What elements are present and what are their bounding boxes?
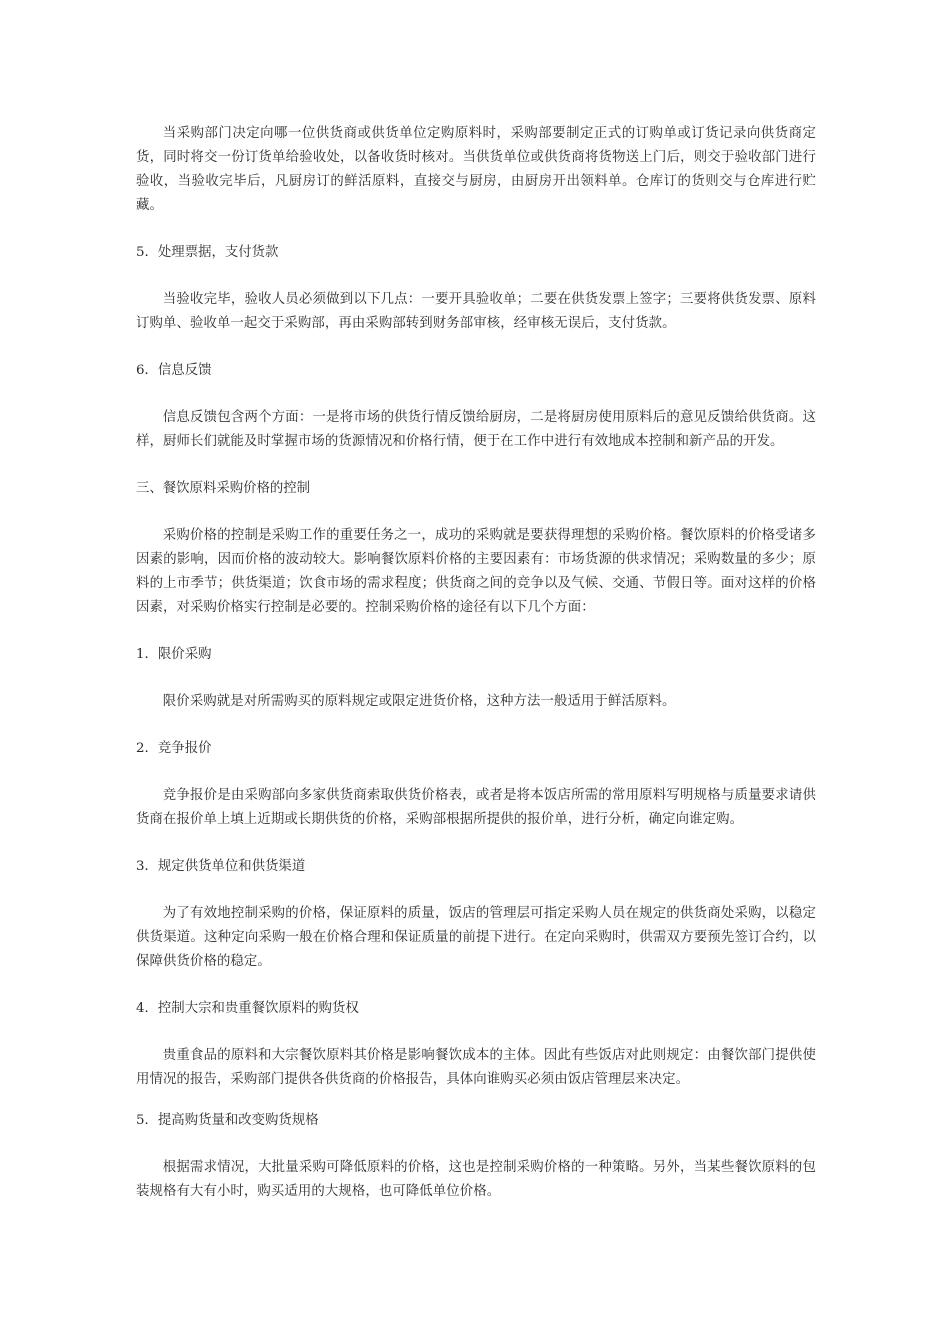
heading-limit-price: 1．限价采购 bbox=[136, 647, 212, 662]
heading-purchase-authority: 4．控制大宗和贵重餐饮原料的购货权 bbox=[136, 1001, 359, 1016]
paragraph-feedback: 信息反馈包含两个方面：一是将市场的供货行情反馈给厨房，二是将厨房使用原料后的意见反馈给供货商。这样，厨师长们就能及时掌握市场的货源情况和价格行情，便于在工作中进行有效地成本控制和新产品的开发。 bbox=[136, 410, 816, 449]
paragraph-competitive-quote: 竞争报价是由采购部向多家供货商索取供货价格表，或者是将本饭店所需的常用原料写明规格与质量要求请供货商在报价单上填上近期或长期供货的价格，采购部根据所提供的报价单，进行分析，确定向谁定购。 bbox=[136, 788, 816, 827]
heading-competitive-quote: 2．竞争报价 bbox=[136, 741, 212, 756]
paragraph-designated-supplier: 为了有效地控制采购的价格，保证原料的质量，饭店的管理层可指定采购人员在规定的供货商处采购，以稳定供货渠道。这种定向采购一般在价格合理和保证质量的前提下进行。在定向采购时，供需双方要预先签订合约，以保障供货价格的稳定。 bbox=[136, 906, 816, 969]
heading-designated-supplier: 3．规定供货单位和供货渠道 bbox=[136, 859, 306, 874]
heading-invoice-payment: 5．处理票据，支付货款 bbox=[136, 245, 279, 260]
document-body bbox=[136, 122, 816, 1227]
paragraph-volume-spec: 根据需求情况，大批量采购可降低原料的价格，这也是控制采购价格的一种策略。另外，当某些餐饮原料的包装规格有大有小时，购买适用的大规格，也可降低单位价格。 bbox=[136, 1160, 816, 1199]
paragraph-invoice-payment: 当验收完毕，验收人员必须做到以下几点：一要开具验收单；二要在供货发票上签字；三要将供货发票、原料订购单、验收单一起交于采购部，再由采购部转到财务部审核，经审核无误后，支付货款。 bbox=[136, 292, 816, 331]
paragraph-purchase-authority: 贵重食品的原料和大宗餐饮原料其价格是影响餐饮成本的主体。因此有些饭店对此则规定：由餐饮部门提供使用情况的报告，采购部门提供各供货商的价格报告，具体向谁购买必须由饭店管理层来决定。 bbox=[136, 1048, 816, 1087]
section-heading-price-control: 三、餐饮原料采购价格的控制 bbox=[136, 481, 311, 496]
heading-volume-spec: 5．提高购货量和改变购货规格 bbox=[136, 1113, 319, 1128]
heading-feedback: 6．信息反馈 bbox=[136, 363, 212, 378]
paragraph-ordering: 当采购部门决定向哪一位供货商或供货单位定购原料时，采购部要制定正式的订购单或订货记录向供货商定货，同时将交一份订货单给验收处，以备收货时核对。当供货单位或供货商将货物送上门后，则交于验收部门进行验收，当验收完毕后，凡厨房订的鲜活原料，直接交与厨房，由厨房开出领料单。仓库订的货则交与仓库进行贮藏。 bbox=[136, 126, 816, 213]
paragraph-price-control: 采购价格的控制是采购工作的重要任务之一，成功的采购就是要获得理想的采购价格。餐饮原料的价格受诸多因素的影响，因而价格的波动较大。影响餐饮原料价格的主要因素有：市场货源的供求情况；采购数量的多少；原料的上市季节；供货渠道；饮食市场的需求程度；供货商之间的竞争以及气候、交通、节假日等。面对这样的价格因素，对采购价格实行控制是必要的。控制采购价格的途径有以下几个方面： bbox=[136, 528, 816, 615]
paragraph-limit-price: 限价采购就是对所需购买的原料规定或限定进货价格，这种方法一般适用于鲜活原料。 bbox=[162, 694, 676, 709]
